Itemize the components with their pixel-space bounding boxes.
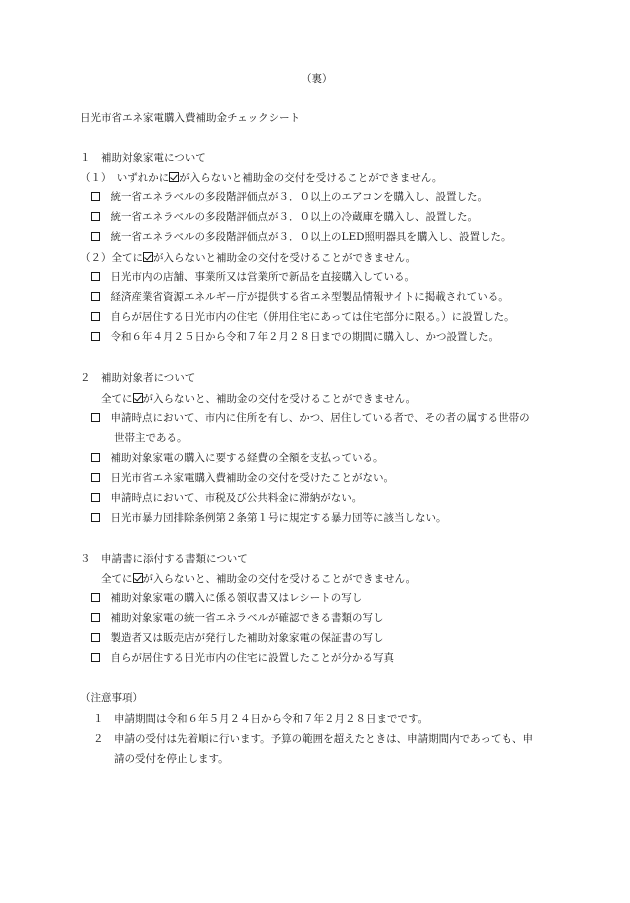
checklist-item[interactable] <box>91 312 515 323</box>
section1-sub1-lead-suffix: が入らないと補助金の交付を受けることができません。 <box>179 172 443 184</box>
section1-sub2-lead-prefix: （２）全てに <box>80 252 143 264</box>
checkmark-icon <box>133 573 143 583</box>
note-text: 申請期間は令和６年５月２４日から令和７年２月２８日までです。 <box>114 713 429 725</box>
checklist-item-text: 自らが居住する日光市内の住宅に設置したことが分かる写真 <box>110 652 394 664</box>
checkbox-icon[interactable] <box>91 453 100 462</box>
section3-lead-prefix: 全てに <box>101 573 133 585</box>
checkbox-icon[interactable] <box>91 633 100 642</box>
checklist-item[interactable] <box>91 413 530 424</box>
checkbox-icon[interactable] <box>91 593 100 602</box>
checkbox-icon[interactable] <box>91 292 100 301</box>
checklist-item-text: 製造者又は販売店が発行した補助対象家電の保証書の写し <box>110 632 384 644</box>
checkbox-icon[interactable] <box>91 473 100 482</box>
checkbox-icon[interactable] <box>91 332 100 341</box>
checklist-item[interactable] <box>91 292 509 303</box>
section1-sub2-lead <box>80 252 416 264</box>
checklist-item[interactable] <box>91 332 499 343</box>
checklist-item-text: 日光市省エネ家電購入費補助金の交付を受けたことがない。 <box>110 472 394 484</box>
checklist-item[interactable] <box>91 653 394 664</box>
checklist-item[interactable] <box>91 493 362 504</box>
checklist-item-text: 申請時点において、市内に住所を有し、かつ、居住している者で、その者の属する世帯の <box>110 412 530 424</box>
section3-lead <box>101 573 416 585</box>
checklist-item-text: 統一省エネラベルの多段階評価点が３．０以上のエアコンを購入し、設置した。 <box>110 191 488 203</box>
section1-sub1-lead-prefix: （１） いずれかに <box>80 172 170 184</box>
checklist-item-text: 補助対象家電の購入に係る領収書又はレシートの写し <box>110 592 363 604</box>
checkbox-icon[interactable] <box>91 212 100 221</box>
checklist-item-text: 令和６年４月２５日から令和７年２月２８日までの期間に購入し、かつ設置した。 <box>110 331 499 343</box>
checklist-item[interactable] <box>91 453 384 464</box>
side-label: （裏） <box>301 73 333 85</box>
notes-heading: （注意事項） <box>80 692 143 704</box>
checklist-item-text: 申請時点において、市税及び公共料金に滞納がない。 <box>110 492 363 504</box>
checkbox-icon[interactable] <box>91 192 100 201</box>
checklist-item-text: 統一省エネラベルの多段階評価点が３．０以上の冷蔵庫を購入し、設置した。 <box>110 211 478 223</box>
checkbox-icon[interactable] <box>91 272 100 281</box>
checkmark-icon <box>143 252 153 262</box>
checklist-item[interactable] <box>91 473 394 484</box>
note-text-continuation: 請の受付を停止します。 <box>114 753 229 765</box>
checklist-item-continuation: 世帯主である。 <box>114 432 188 444</box>
checkmark-icon <box>169 172 179 182</box>
checkbox-icon[interactable] <box>91 232 100 241</box>
checklist-item-text: 日光市内の店舗、事業所又は営業所で新品を直接購入している。 <box>110 271 415 283</box>
checkbox-icon[interactable] <box>91 613 100 622</box>
section2-heading: ２ 補助対象者について <box>80 372 196 384</box>
checklist-item[interactable] <box>91 613 384 624</box>
note-number: ２ <box>93 733 104 745</box>
section1-sub2-lead-suffix: が入らないと補助金の交付を受けることができません。 <box>153 252 417 264</box>
checklist-item[interactable] <box>91 272 415 283</box>
section1-sub1-lead <box>80 172 442 184</box>
section1-heading: １ 補助対象家電について <box>80 152 206 164</box>
checkbox-icon[interactable] <box>91 413 100 422</box>
checklist-item[interactable] <box>91 633 384 644</box>
note-number: １ <box>93 713 104 725</box>
checklist-item[interactable] <box>91 513 447 524</box>
section2-lead-prefix: 全てに <box>101 393 133 405</box>
checklist-item-text: 補助対象家電の購入に要する経費の全額を支払っている。 <box>110 452 384 464</box>
checklist-item[interactable] <box>91 232 512 243</box>
checklist-item[interactable] <box>91 593 362 604</box>
section2-lead <box>101 393 416 405</box>
checklist-item[interactable] <box>91 192 488 203</box>
checklist-item[interactable] <box>91 212 478 223</box>
sheet-title: 日光市省エネ家電購入費補助金チェックシート <box>80 112 301 124</box>
checkbox-icon[interactable] <box>91 513 100 522</box>
checklist-item-text: 補助対象家電の統一省エネラベルが確認できる書類の写し <box>110 612 384 624</box>
checkmark-icon <box>133 393 143 403</box>
section2-lead-suffix: が入らないと、補助金の交付を受けることができません。 <box>142 393 417 405</box>
checklist-item-text: 日光市暴力団排除条例第２条第１号に規定する暴力団等に該当しない。 <box>110 512 447 524</box>
section3-lead-suffix: が入らないと、補助金の交付を受けることができません。 <box>142 573 417 585</box>
checklist-item-text: 自らが居住する日光市内の住宅（併用住宅にあっては住宅部分に限る。）に設置した。 <box>110 311 515 323</box>
checkbox-icon[interactable] <box>91 493 100 502</box>
checklist-item-text: 経済産業省資源エネルギー庁が提供する省エネ型製品情報サイトに掲載されている。 <box>110 291 509 303</box>
checkbox-icon[interactable] <box>91 653 100 662</box>
checklist-item-text: 統一省エネラベルの多段階評価点が３．０以上のLED照明器具を購入し、設置した。 <box>110 231 512 243</box>
checkbox-icon[interactable] <box>91 312 100 321</box>
section3-heading: ３ 申請書に添付する書類について <box>80 553 248 565</box>
note-text: 申請の受付は先着順に行います。予算の範囲を超えたときは、申請期間内であっても、申 <box>114 733 534 745</box>
